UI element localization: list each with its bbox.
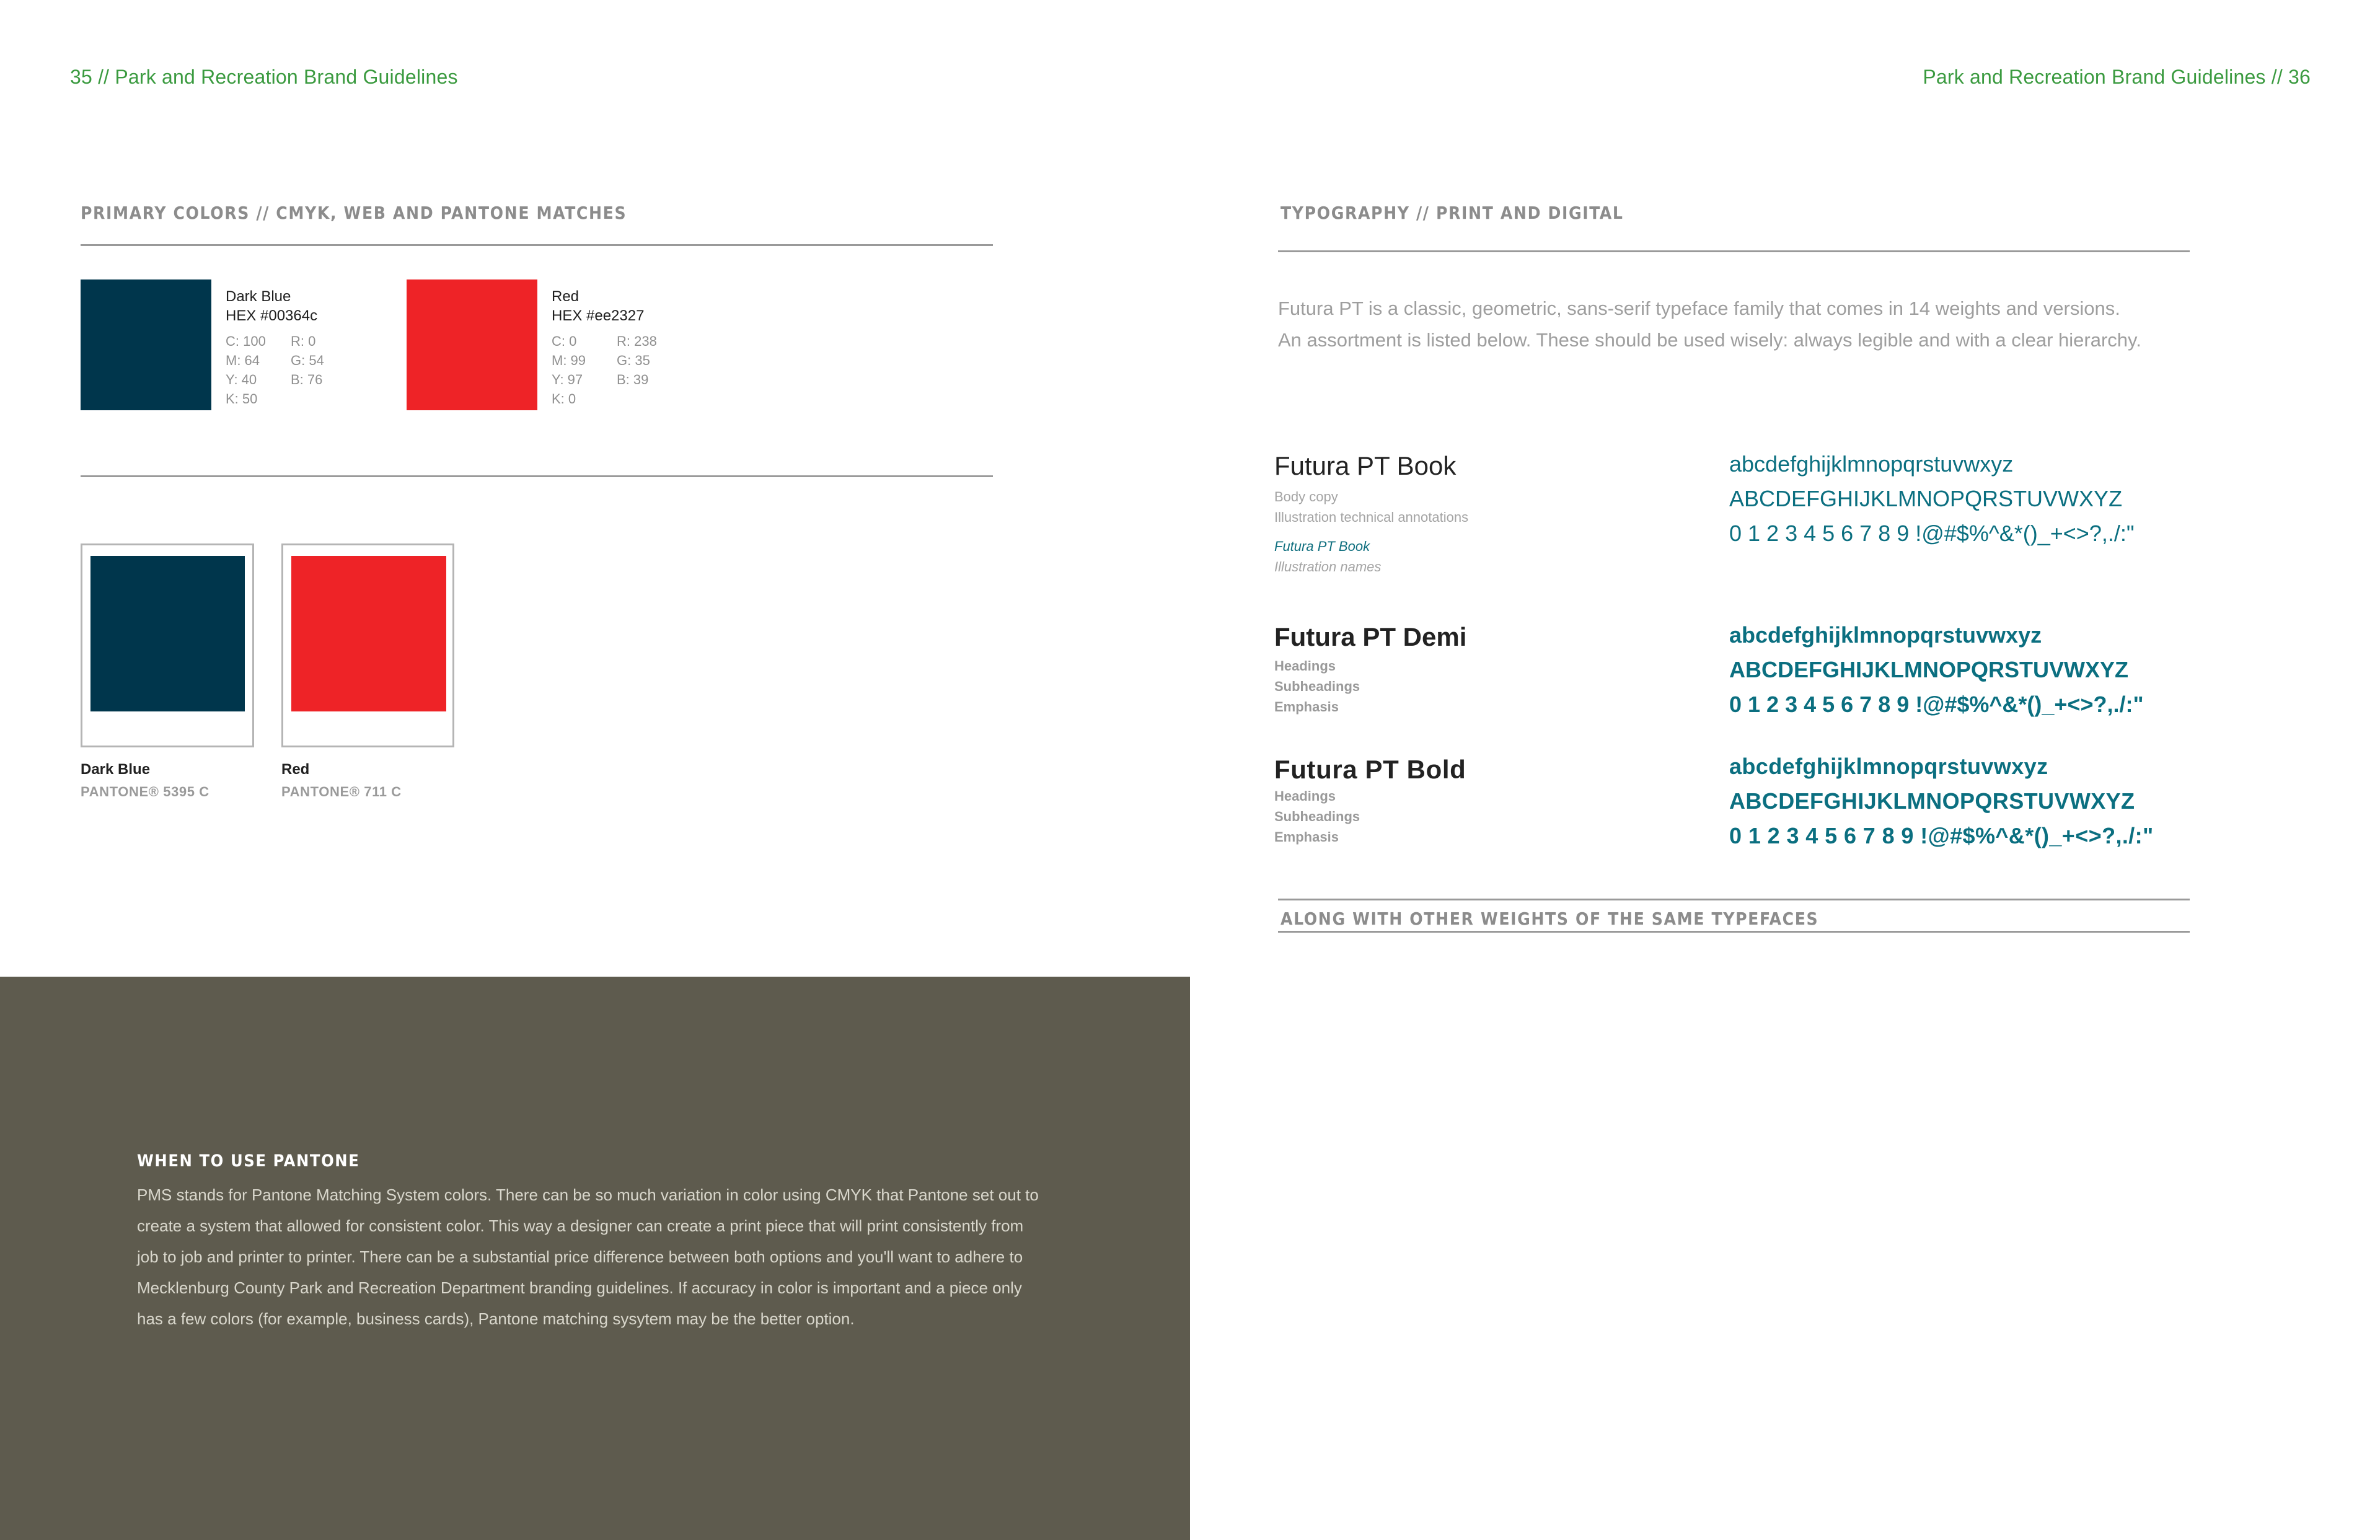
sample-lowercase: abcdefghijklmnopqrstuvwxyz bbox=[1729, 622, 2042, 648]
usage-item: Illustration technical annotations bbox=[1274, 509, 1469, 525]
typeface-uses-demi bbox=[1274, 656, 1360, 717]
cmyk-value: K: 50 bbox=[226, 391, 258, 407]
usage-item: Subheadings bbox=[1274, 809, 1360, 824]
intro-line: An assortment is listed below. These should be used wisely: always legible and with a clear hierarchy. bbox=[1278, 329, 2141, 351]
divider bbox=[1278, 250, 2190, 252]
usage-item: Body copy bbox=[1274, 489, 1338, 504]
type-sample-bold bbox=[1729, 749, 2154, 853]
swatch-hex: HEX #ee2327 bbox=[552, 307, 645, 324]
rgb-value: R: 0 bbox=[291, 333, 316, 349]
usage-item: Emphasis bbox=[1274, 699, 1339, 715]
usage-item: Illustration names bbox=[1274, 559, 1382, 574]
intro-line: Futura PT is a classic, geometric, sans-serif typeface family that comes in 14 weights and versions. bbox=[1278, 297, 2120, 319]
sample-lowercase: abcdefghijklmnopqrstuvwxyz bbox=[1729, 451, 2014, 477]
divider bbox=[1278, 931, 2190, 933]
pantone-chip-name: Red bbox=[281, 761, 310, 778]
typeface-uses-book bbox=[1274, 486, 1468, 577]
pantone-chip-code: PANTONE® 711 C bbox=[281, 784, 402, 799]
typography-intro bbox=[1278, 293, 2141, 356]
pantone-chip-name: Dark Blue bbox=[81, 761, 151, 778]
pantone-chip-code: PANTONE® 5395 C bbox=[81, 784, 209, 799]
pantone-chip-red-fill bbox=[291, 556, 446, 711]
sample-uppercase: ABCDEFGHIJKLMNOPQRSTUVWXYZ bbox=[1729, 788, 2135, 814]
type-sample-demi bbox=[1729, 618, 2144, 722]
cmyk-value: K: 0 bbox=[552, 391, 576, 407]
sample-uppercase: ABCDEFGHIJKLMNOPQRSTUVWXYZ bbox=[1729, 657, 2129, 682]
cmyk-value: M: 64 bbox=[226, 353, 260, 368]
rgb-value: G: 35 bbox=[617, 353, 650, 368]
dark-blue-spec bbox=[226, 287, 324, 408]
swatch-hex: HEX #00364c bbox=[226, 307, 318, 324]
typeface-uses-bold bbox=[1274, 786, 1360, 847]
cmyk-value: C: 0 bbox=[552, 333, 577, 349]
swatch-name: Red bbox=[552, 288, 580, 305]
primary-colors-heading: PRIMARY COLORS // CMYK, WEB AND PANTONE MATCHES bbox=[81, 203, 627, 223]
pantone-usage-body: PMS stands for Pantone Matching System colors. There can be so much variation in color using CMYK that Pantone set out to create a system that allowed for consistent color. This way a designer can create a print piece that will print consistently from job to job and printer to printer. There can be a substantial price difference between both options and you'll want to adhere to Mecklenburg County Park and Recreation Department branding guidelines. If accuracy in color is important and a piece only has a few colors (for example, business cards), Pantone matching sysytem may be the better option. bbox=[137, 1186, 1039, 1328]
right-page-folio: Park and Recreation Brand Guidelines // 36 bbox=[1923, 66, 2311, 88]
dark-blue-swatch bbox=[81, 279, 211, 410]
typeface-name-bold: Futura PT Bold bbox=[1274, 755, 1466, 784]
rgb-value: B: 76 bbox=[291, 372, 323, 387]
typeface-name-demi: Futura PT Demi bbox=[1274, 622, 1467, 651]
usage-item: Subheadings bbox=[1274, 679, 1360, 694]
cmyk-value: Y: 40 bbox=[226, 372, 257, 387]
cmyk-value: C: 100 bbox=[226, 333, 266, 349]
left-page-folio: 35 // Park and Recreation Brand Guidelines bbox=[70, 66, 458, 88]
divider bbox=[81, 244, 993, 246]
cmyk-value: M: 99 bbox=[552, 353, 586, 368]
usage-item: Emphasis bbox=[1274, 829, 1339, 845]
typeface-name-book: Futura PT Book bbox=[1274, 451, 1457, 480]
divider bbox=[81, 475, 993, 477]
sample-lowercase: abcdefghijklmnopqrstuvwxyz bbox=[1729, 754, 2048, 779]
pantone-chip-dark-blue-fill bbox=[90, 556, 245, 711]
pantone-usage-panel bbox=[0, 977, 1190, 1540]
rgb-value: B: 39 bbox=[617, 372, 649, 387]
usage-alt-name: Futura PT Book bbox=[1274, 539, 1370, 554]
rgb-value: R: 238 bbox=[617, 333, 657, 349]
divider bbox=[1278, 899, 2190, 900]
swatch-name: Dark Blue bbox=[226, 288, 291, 305]
rgb-value: G: 54 bbox=[291, 353, 324, 368]
typography-heading: TYPOGRAPHY // PRINT AND DIGITAL bbox=[1280, 203, 1624, 223]
sample-digits: 0 1 2 3 4 5 6 7 8 9 !@#$%^&*()_+<>?,./:" bbox=[1729, 521, 2135, 546]
sample-uppercase: ABCDEFGHIJKLMNOPQRSTUVWXYZ bbox=[1729, 486, 2123, 511]
type-sample-book bbox=[1729, 447, 2135, 551]
red-swatch bbox=[407, 279, 537, 410]
usage-item: Headings bbox=[1274, 658, 1336, 674]
red-spec bbox=[552, 287, 657, 408]
sample-digits: 0 1 2 3 4 5 6 7 8 9 !@#$%^&*()_+<>?,./:" bbox=[1729, 692, 2144, 717]
usage-item: Headings bbox=[1274, 788, 1336, 804]
pantone-usage-title: WHEN TO USE PANTONE bbox=[137, 1151, 360, 1171]
cmyk-value: Y: 97 bbox=[552, 372, 583, 387]
sample-digits: 0 1 2 3 4 5 6 7 8 9 !@#$%^&*()_+<>?,./:" bbox=[1729, 823, 2154, 848]
other-weights-note: ALONG WITH OTHER WEIGHTS OF THE SAME TYPEFACES bbox=[1280, 909, 1819, 929]
